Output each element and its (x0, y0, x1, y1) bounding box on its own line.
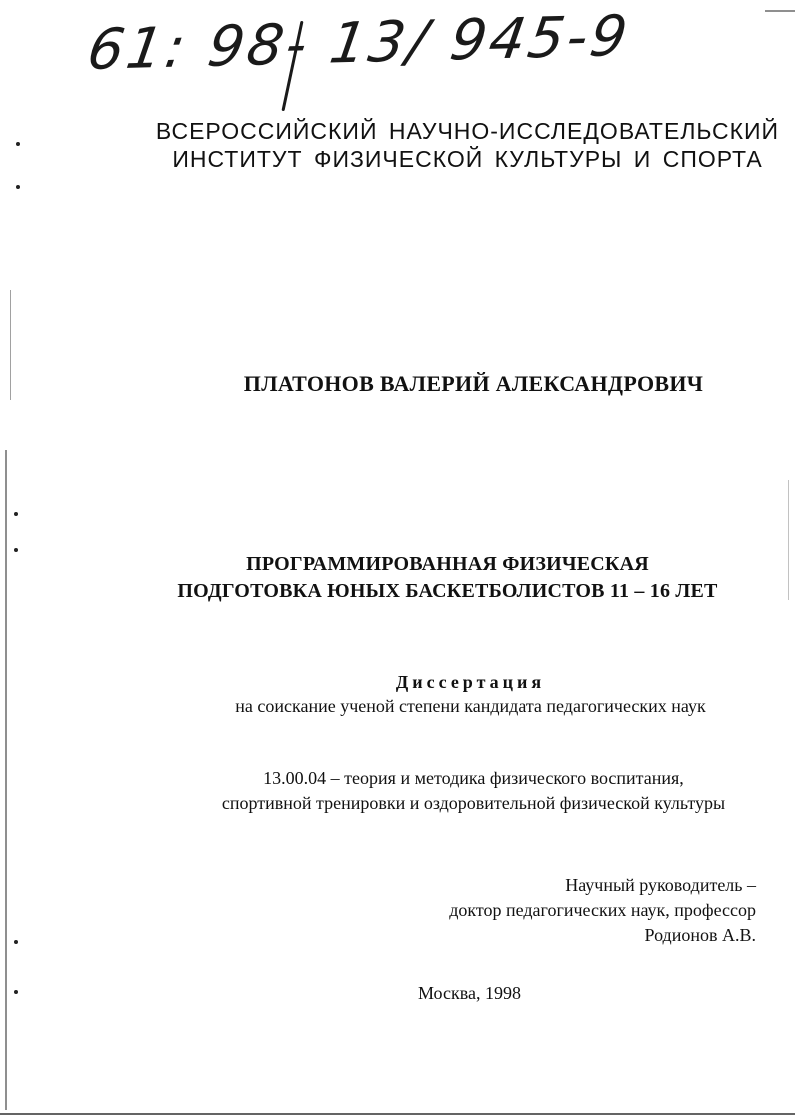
scan-bottom-edge (0, 1113, 795, 1115)
institute-line-1: ВСЕРОССИЙСКИЙ НАУЧНО-ИССЛЕДОВАТЕЛЬСКИЙ (155, 118, 780, 144)
scan-dot (16, 185, 20, 189)
institute-line-2: ИНСТИТУТ ФИЗИЧЕСКОЙ КУЛЬТУРЫ И СПОРТА (172, 146, 763, 172)
title-line-2: ПОДГОТОВКА ЮНЫХ БАСКЕТБОЛИСТОВ 11 – 16 ЛЕТ (177, 580, 718, 602)
author-name: ПЛАТОНОВ ВАЛЕРИЙ АЛЕКСАНДРОВИЧ (243, 371, 704, 396)
title-line-1: ПРОГРАММИРОВАННАЯ ФИЗИЧЕСКАЯ (246, 553, 649, 575)
scan-dot (14, 548, 18, 552)
dissertation-degree: на соискание ученой степени кандидата педагогических наук (235, 696, 706, 716)
scan-dot (14, 512, 18, 516)
specialty-line-1: 13.00.04 – теория и методика физического воспитания, (263, 768, 684, 788)
scan-dot (14, 990, 18, 994)
adviser-role: Научный руководитель – (565, 875, 756, 895)
scan-dot (14, 940, 18, 944)
dissertation-label: Диссертация (395, 672, 546, 692)
adviser-degree: доктор педагогических наук, профессор (449, 900, 756, 920)
handwritten-catalog-number: 61: 98- 13/ 945-9 (83, 3, 635, 83)
place-year: Москва, 1998 (418, 983, 521, 1003)
scan-edge-left (5, 450, 7, 1110)
specialty-line-2: спортивной тренировки и оздоровительной физической культуры (221, 793, 726, 813)
adviser-name: Родионов А.В. (644, 925, 756, 945)
scan-dot (16, 142, 20, 146)
scan-top-right-mark (765, 10, 795, 12)
scan-edge-left-upper (10, 290, 11, 400)
